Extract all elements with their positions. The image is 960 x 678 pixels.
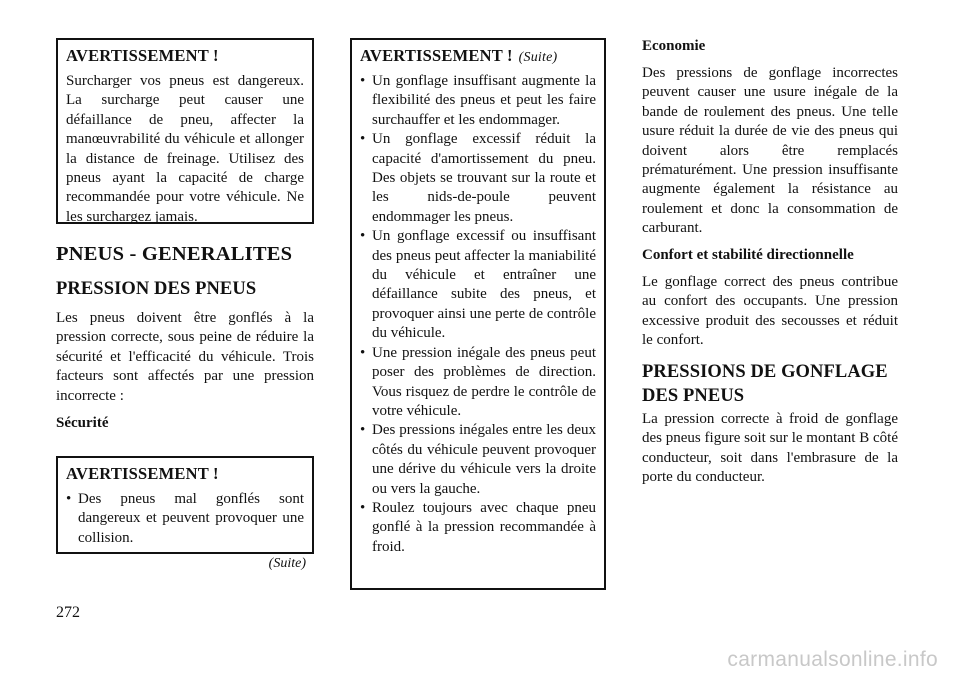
subsection-title: PRESSION DES PNEUS [56,279,257,299]
intro-paragraph: Les pneus doivent être gonflés à la pression correcte, sous peine de réduire la sécurité et l'efficacité du véhicule. Trois facteurs sont affectés par une pression incorrecte : [56,310,314,404]
bullet-item: • Un gonflage excessif ou insuffisant des pneus peut affecter la maniabilité du véhicule et entraîner une défaillance subite des pneus, et provoquer ainsi une perte de contrôle du véhicule. [360,228,596,342]
warning-bullets [66,490,304,548]
continued-label: (Suite) [518,50,558,65]
safety-heading: Sécurité [56,415,109,431]
bullet-item: • Une pression inégale des pneus peut poser des problèmes de direction. Vous risquez de perdre le contrôle de votre véhicule. [360,344,596,419]
bullet-icon: • [360,499,366,516]
bullet-item: • Roulez toujours avec chaque pneu gonflé à la pression recommandée à froid. [360,499,596,555]
economy-heading: Economie [642,38,706,54]
continued-note: (Suite) [268,556,306,571]
bullet-icon: • [360,131,366,148]
bullet-item: • Un gonflage insuffisant augmente la flexibilité des pneus et peut les faire surchauffer et les endommager. [360,73,596,128]
warning-box-continued [350,38,606,590]
inflation-title: PRESSIONS DE GONFLAGE DES PNEUS [642,362,888,406]
page-number: 272 [56,604,80,621]
warning-title: AVERTISSEMENT ! [66,464,219,483]
bullet-icon: • [360,73,366,89]
bullet-icon: • [360,228,366,245]
warning-title: AVERTISSEMENT ! (Suite) [360,46,558,65]
warning-box-overload [56,38,314,224]
warning-title: AVERTISSEMENT ! [66,46,219,65]
watermark-logo: carmanualsonline.info [727,648,938,671]
warning-box-safety [56,456,314,554]
comfort-heading: Confort et stabilité directionnelle [642,247,854,263]
bullet-icon: • [66,491,72,507]
bullet-icon: • [360,422,366,439]
bullet-item: • Un gonflage excessif réduit la capacité d'amortissement du pneu. Des objets se trouvant sur la route et les nids-de-poule peuvent endommager les pneus. [360,131,596,225]
economy-paragraph: Des pressions de gonflage incorrectes peuvent causer une usure inégale de la bande de roulement des pneus. Une telle usure réduit la durée de vie des pneus qui doivent alors être remplacés prématurément. Une pression insuffisante augmente également la résistance au roulement et donc la consommation de carburant. [642,65,898,237]
bullet-item: • Des pressions inégales entre les deux côtés du véhicule peuvent provoquer une dérive du véhicule vers la droite ou vers la gauche. [360,422,596,497]
inflation-paragraph: La pression correcte à froid de gonflage des pneus figure soit sur le montant B côté conducteur, soit dans l'embrasure de la porte du conducteur. [642,411,898,486]
comfort-paragraph: Le gonflage correct des pneus contribue au confort des occupants. Une pression excessive produit des secousses et réduit le confort. [642,274,898,349]
section-title: PNEUS - GENERALITES [56,243,293,265]
bullet-item: • Des pneus mal gonflés sont dangereux et peuvent provoquer une collision. [66,491,304,546]
warning-bullets [360,72,596,557]
warning-text: Surcharger vos pneus est dangereux. La surcharge peut causer une défaillance de pneu, affecter la manœuvrabilité du véhicule et allonger la distance de freinage. Utilisez des pneus ayant la capacité de charge recommandée pour votre véhicule. Ne les surchargez jamais. [66,73,304,225]
bullet-icon: • [360,344,366,361]
